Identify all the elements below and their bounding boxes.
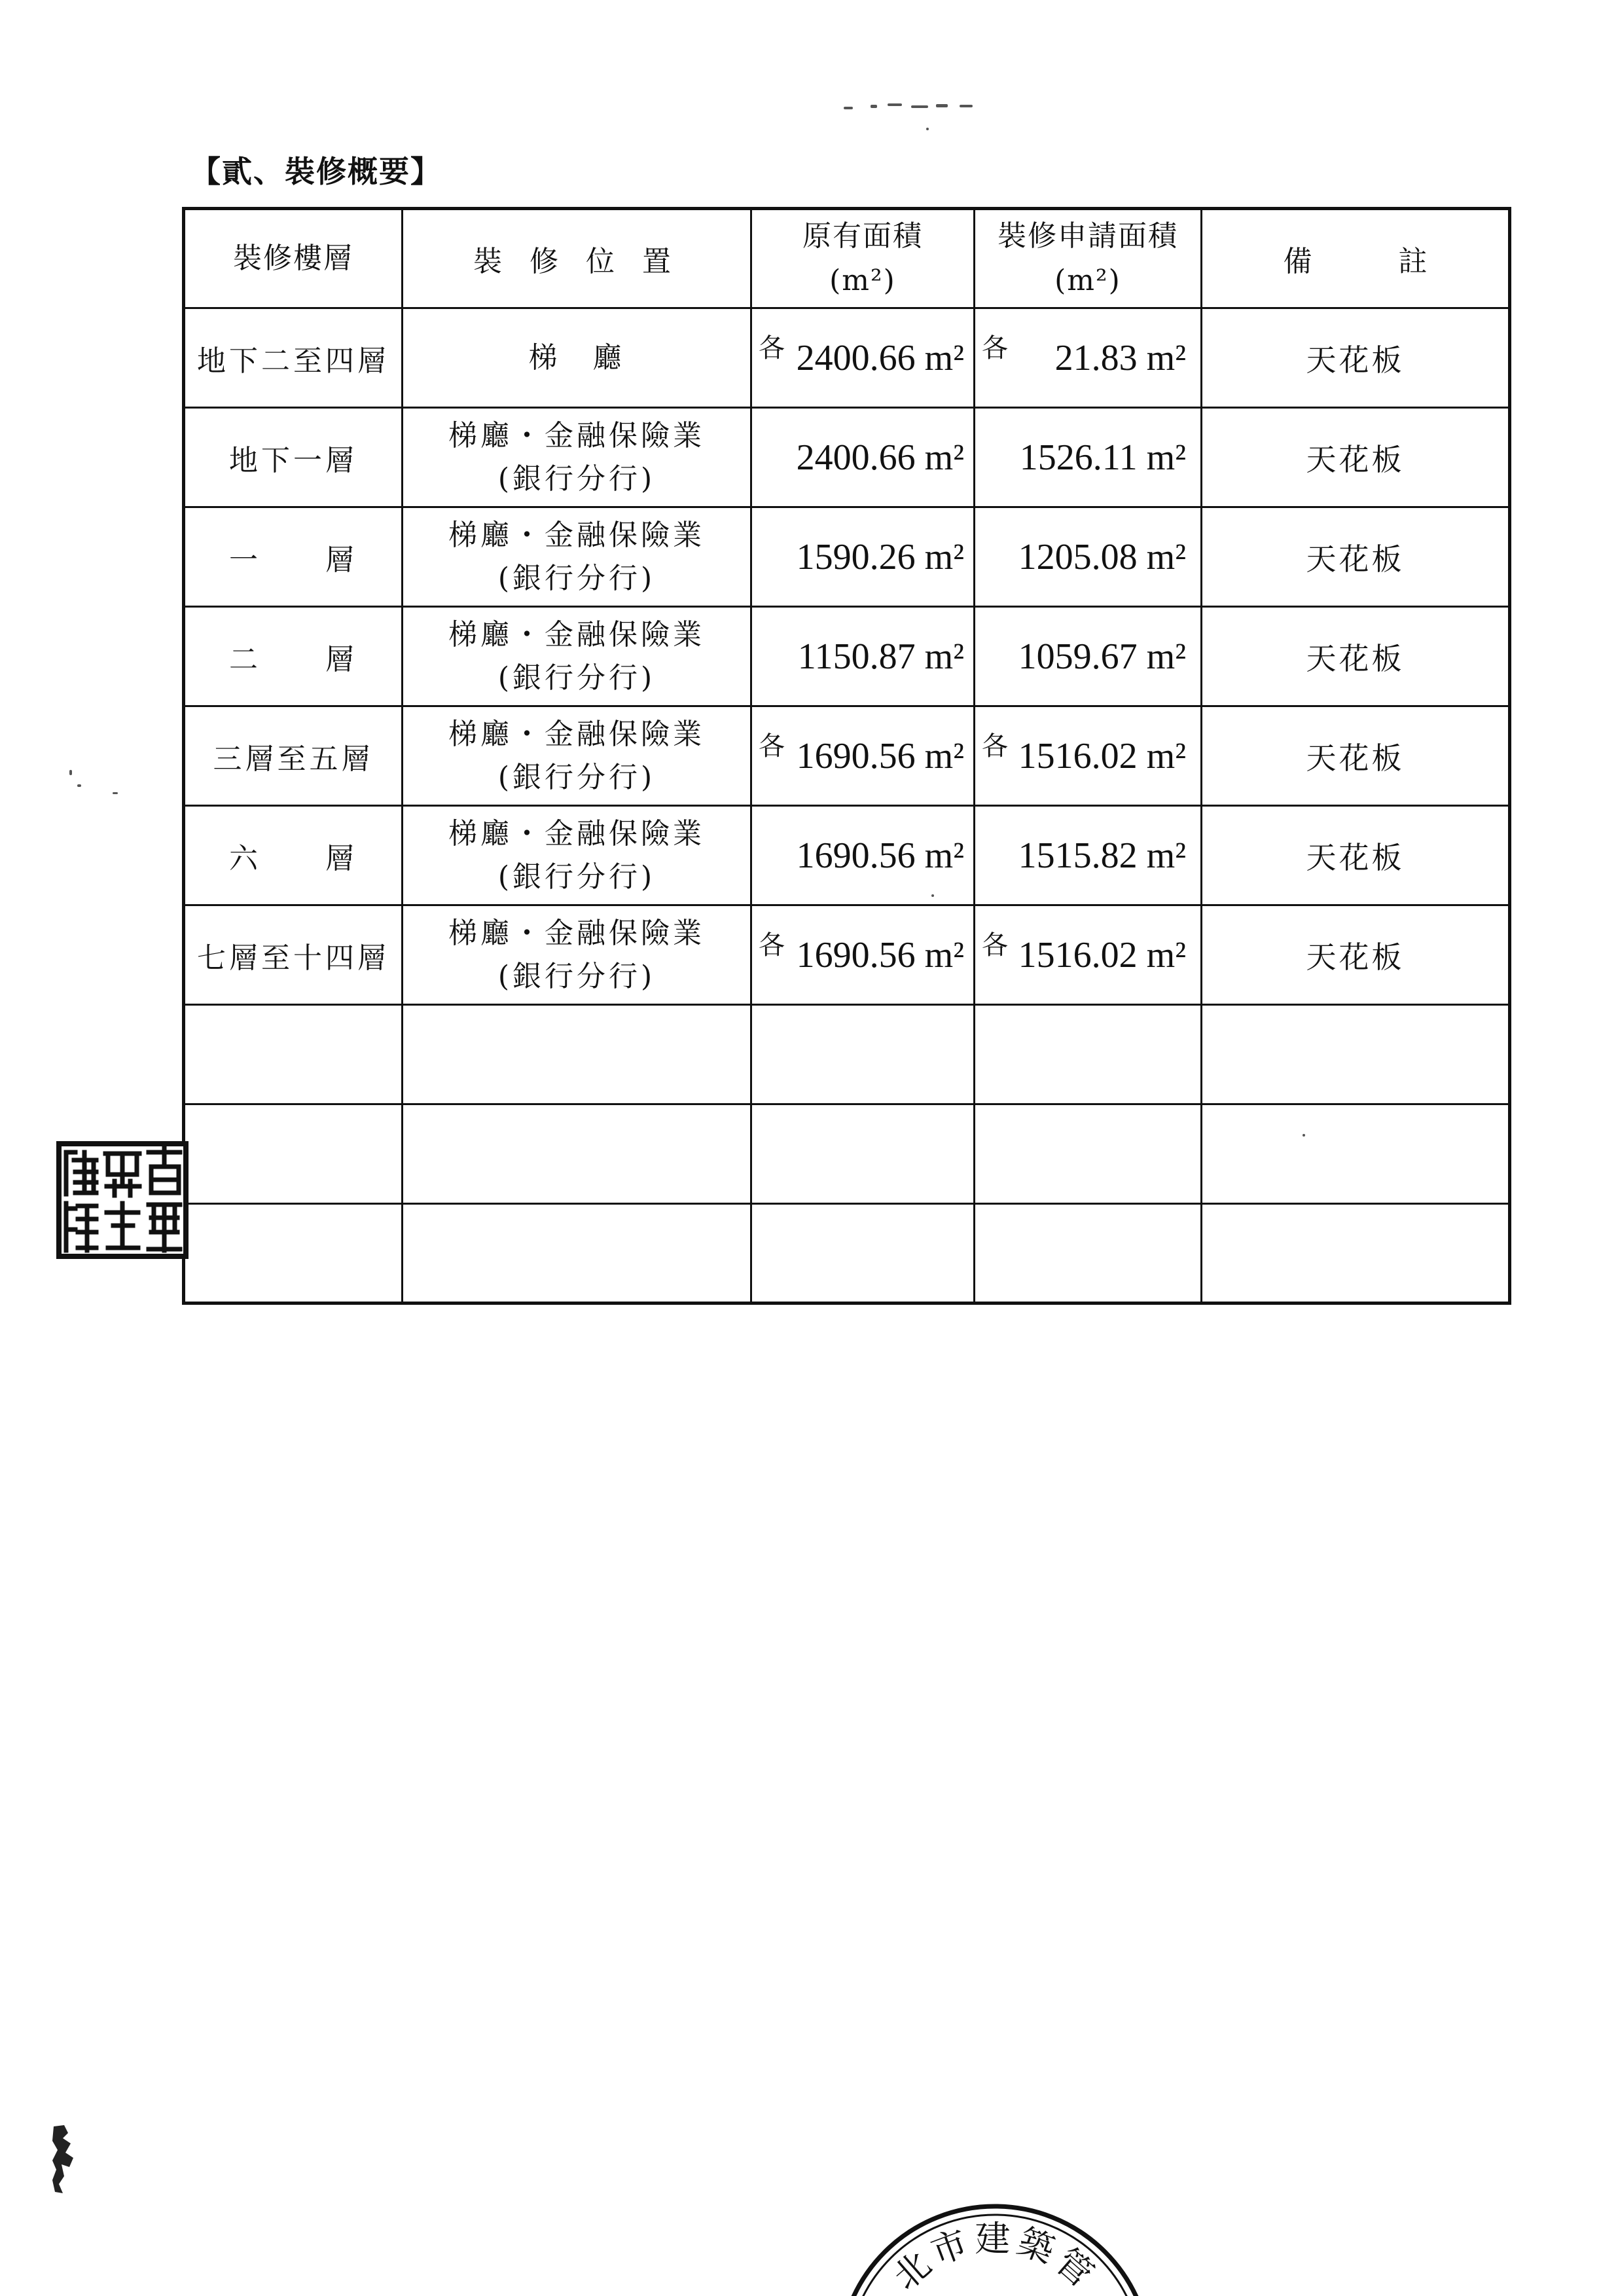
remarks-cell bbox=[1202, 408, 1510, 507]
original-area-value: 1150.87 m² bbox=[797, 636, 964, 677]
empty-cell bbox=[975, 1104, 1202, 1204]
each-prefix: 各 bbox=[982, 333, 1008, 363]
header-applied-area bbox=[975, 209, 1202, 308]
remarks-cell bbox=[1202, 706, 1510, 806]
scan-speck bbox=[911, 105, 928, 108]
floor-cell bbox=[184, 308, 403, 408]
header-remarks-label: 備 註 bbox=[1283, 245, 1428, 278]
original-area-cell bbox=[751, 308, 975, 408]
applied-area-value: 1516.02 m² bbox=[1018, 934, 1186, 975]
applied-area-value: 1516.02 m² bbox=[1018, 735, 1186, 776]
scan-speck bbox=[113, 792, 118, 794]
table-row-empty bbox=[184, 1204, 1510, 1303]
table-row bbox=[184, 806, 1510, 905]
floor-cell bbox=[184, 806, 403, 905]
location-line: (銀行分行) bbox=[497, 959, 656, 993]
table-header-row bbox=[184, 209, 1510, 308]
table-row bbox=[184, 905, 1510, 1005]
scan-speck bbox=[888, 103, 902, 106]
empty-cell bbox=[403, 1204, 751, 1303]
applied-area-cell bbox=[975, 408, 1202, 507]
applied-area-value: 1205.08 m² bbox=[1018, 536, 1186, 577]
location-line: (銀行分行) bbox=[497, 462, 656, 496]
scan-speck bbox=[926, 128, 929, 130]
header-applied-area-unit: (m²) bbox=[1054, 264, 1121, 297]
table-row bbox=[184, 607, 1510, 706]
location-cell bbox=[403, 408, 751, 507]
header-original-area bbox=[751, 209, 975, 308]
original-area-cell bbox=[751, 706, 975, 806]
remarks-cell bbox=[1202, 507, 1510, 607]
remarks-label: 天花板 bbox=[1306, 939, 1405, 975]
renovation-summary-table bbox=[182, 207, 1511, 1305]
remarks-cell bbox=[1202, 905, 1510, 1005]
scan-speck bbox=[77, 784, 81, 787]
seal-stamp bbox=[56, 1140, 190, 1261]
table-row bbox=[184, 308, 1510, 408]
floor-cell bbox=[184, 507, 403, 607]
location-line: 梯廳・金融保險業 bbox=[448, 816, 705, 850]
location-line: (銀行分行) bbox=[497, 760, 656, 794]
location-line: 梯廳・金融保險業 bbox=[448, 418, 705, 452]
table-row bbox=[184, 408, 1510, 507]
empty-cell bbox=[751, 1104, 975, 1204]
original-area-cell bbox=[751, 507, 975, 607]
floor-label: 七層至十四層 bbox=[197, 941, 389, 975]
location-cell bbox=[403, 607, 751, 706]
location-line: (銀行分行) bbox=[497, 561, 656, 595]
remarks-label: 天花板 bbox=[1306, 839, 1405, 875]
header-floor-label: 裝修樓層 bbox=[233, 242, 353, 275]
remarks-label: 天花板 bbox=[1306, 441, 1405, 477]
applied-area-value: 1526.11 m² bbox=[1019, 437, 1186, 478]
each-prefix: 各 bbox=[759, 731, 785, 761]
floor-cell bbox=[184, 408, 403, 507]
scan-speck bbox=[960, 105, 973, 107]
each-prefix: 各 bbox=[982, 731, 1008, 761]
location-line: 梯廳・金融保險業 bbox=[448, 717, 705, 751]
original-area-value: 1590.26 m² bbox=[796, 536, 964, 577]
header-original-area-unit: (m²) bbox=[829, 264, 896, 297]
location-cell bbox=[403, 308, 751, 408]
applied-area-cell bbox=[975, 507, 1202, 607]
empty-cell bbox=[751, 1005, 975, 1104]
original-area-value: 1690.56 m² bbox=[796, 735, 964, 776]
floor-label: 地下二至四層 bbox=[197, 344, 389, 378]
location-cell bbox=[403, 806, 751, 905]
applied-area-value: 1059.67 m² bbox=[1018, 636, 1186, 677]
applied-area-cell bbox=[975, 905, 1202, 1005]
empty-cell bbox=[975, 1204, 1202, 1303]
original-area-value: 2400.66 m² bbox=[796, 437, 964, 478]
floor-label: 三層至五層 bbox=[213, 742, 374, 776]
remarks-label: 天花板 bbox=[1306, 342, 1405, 378]
empty-cell bbox=[184, 1104, 403, 1204]
header-location-label: 裝 修 位 置 bbox=[473, 245, 680, 278]
remarks-label: 天花板 bbox=[1306, 640, 1405, 676]
each-prefix: 各 bbox=[982, 930, 1008, 960]
header-remarks bbox=[1202, 209, 1510, 308]
remarks-cell bbox=[1202, 308, 1510, 408]
original-area-cell bbox=[751, 408, 975, 507]
scan-speck bbox=[844, 107, 853, 109]
scan-speck bbox=[936, 104, 948, 107]
original-area-cell bbox=[751, 607, 975, 706]
header-applied-area-label: 裝修申請面積 bbox=[998, 219, 1178, 253]
scan-speck bbox=[871, 105, 877, 108]
empty-cell bbox=[1202, 1005, 1510, 1104]
floor-label: 一 層 bbox=[229, 543, 357, 577]
header-floor bbox=[184, 209, 403, 308]
original-area-cell bbox=[751, 905, 975, 1005]
location-cell bbox=[403, 706, 751, 806]
empty-cell bbox=[975, 1005, 1202, 1104]
applied-area-value: 21.83 m² bbox=[1054, 337, 1186, 378]
section-title: 【貳、裝修概要】 bbox=[190, 154, 442, 189]
each-prefix: 各 bbox=[759, 333, 785, 363]
stamp-text: 北市建築管 bbox=[885, 2218, 1105, 2296]
each-prefix: 各 bbox=[759, 930, 785, 960]
empty-cell bbox=[403, 1005, 751, 1104]
remarks-label: 天花板 bbox=[1306, 740, 1405, 776]
floor-cell bbox=[184, 607, 403, 706]
location-cell bbox=[403, 905, 751, 1005]
empty-cell bbox=[751, 1204, 975, 1303]
location-line: 梯廳・金融保險業 bbox=[448, 518, 705, 552]
table-row bbox=[184, 706, 1510, 806]
floor-label: 六 層 bbox=[229, 841, 357, 875]
scan-speck bbox=[69, 770, 72, 775]
floor-cell bbox=[184, 706, 403, 806]
empty-cell bbox=[403, 1104, 751, 1204]
applied-area-cell bbox=[975, 607, 1202, 706]
original-area-cell bbox=[751, 806, 975, 905]
scan-blot bbox=[51, 2124, 80, 2196]
applied-area-cell bbox=[975, 706, 1202, 806]
floor-label: 二 層 bbox=[229, 642, 357, 676]
original-area-value: 1690.56 m² bbox=[796, 934, 964, 975]
official-round-stamp bbox=[812, 2200, 1178, 2296]
header-original-area-label: 原有面積 bbox=[802, 219, 923, 253]
empty-cell bbox=[1202, 1204, 1510, 1303]
original-area-value: 1690.56 m² bbox=[796, 835, 964, 876]
location-line: (銀行分行) bbox=[497, 661, 656, 695]
applied-area-cell bbox=[975, 806, 1202, 905]
floor-cell bbox=[184, 905, 403, 1005]
location-line: (銀行分行) bbox=[497, 860, 656, 894]
applied-area-cell bbox=[975, 308, 1202, 408]
header-location bbox=[403, 209, 751, 308]
location-line: 梯廳・金融保險業 bbox=[448, 617, 705, 651]
empty-cell bbox=[184, 1204, 403, 1303]
remarks-cell bbox=[1202, 607, 1510, 706]
location-line: 梯廳・金融保險業 bbox=[448, 916, 705, 950]
remarks-cell bbox=[1202, 806, 1510, 905]
empty-cell bbox=[1202, 1104, 1510, 1204]
original-area-value: 2400.66 m² bbox=[796, 337, 964, 378]
svg-text:北市建築管 bbox=[885, 2218, 1104, 2296]
applied-area-value: 1515.82 m² bbox=[1018, 835, 1186, 876]
table-row-empty bbox=[184, 1104, 1510, 1204]
table-row-empty bbox=[184, 1005, 1510, 1104]
empty-cell bbox=[184, 1005, 403, 1104]
location-line: 梯 廳 bbox=[528, 340, 625, 374]
floor-label: 地下一層 bbox=[229, 443, 357, 477]
remarks-label: 天花板 bbox=[1306, 541, 1405, 577]
location-cell bbox=[403, 507, 751, 607]
table-row bbox=[184, 507, 1510, 607]
